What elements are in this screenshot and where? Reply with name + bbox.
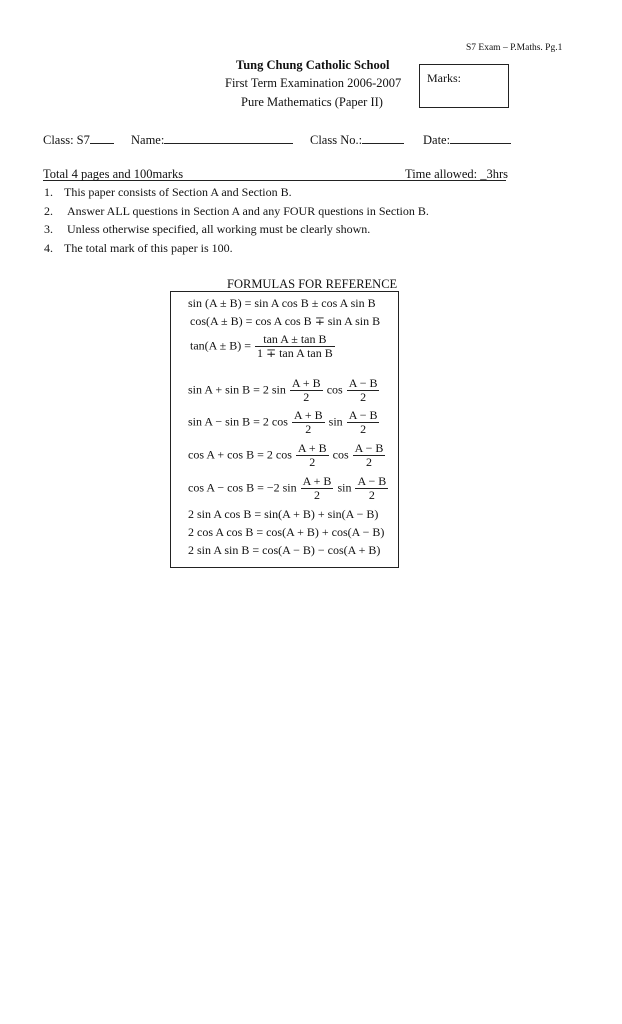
denominator: 2 [301,488,334,502]
name-field[interactable] [131,131,293,148]
formula-lhs: cos A − cos B = −2 sin [188,480,297,495]
formula-cos-minus-cos [188,475,389,502]
denominator: 1 ∓ tan A tan B [257,346,333,360]
formula-lhs: sin A − sin B = 2 cos [188,414,288,429]
numerator: A − B [348,376,378,390]
instruction-4 [44,241,233,256]
class-no-field[interactable] [310,131,404,148]
total-pages-marks: Total 4 pages and 100marks [43,167,184,181]
numerator: A − B [354,441,384,455]
instruction-number: 4. [44,241,53,255]
page-reference: S7 Exam – P.Maths. Pg.1 [466,43,563,53]
numerator: A − B [357,474,387,488]
fraction [292,409,325,436]
formula-product-cos-cos: 2 cos A cos B = cos(A + B) + cos(A − B) [188,525,385,539]
numerator: A + B [291,376,321,390]
fraction [290,377,323,404]
fraction [347,409,380,436]
instruction-number: 3. [44,222,53,236]
formula-lhs: sin A + sin B = 2 sin [188,382,286,397]
class-no-blank[interactable] [362,131,404,144]
fraction [255,333,335,360]
name-blank[interactable] [164,131,293,144]
formula-cos-plus-cos [188,442,386,469]
denominator: 2 [355,488,388,502]
formula-lhs: tan(A ± B) = [190,338,252,353]
class-no-label: Class No.: [310,133,363,147]
marks-label: Marks: [427,71,461,85]
instruction-text: This paper consists of Section A and Section B. [64,185,292,199]
instruction-number: 1. [44,185,53,199]
instruction-number: 2. [44,204,53,218]
numerator: A + B [302,474,332,488]
formula-product-sin-cos: 2 sin A cos B = sin(A + B) + sin(A − B) [188,507,379,521]
marks-box [419,64,509,108]
formulas-title: FORMULAS FOR REFERENCE [227,277,398,291]
formula-function: sin [337,480,352,495]
paper-title: Pure Mathematics (Paper II) [241,95,383,109]
formula-function: sin [328,414,343,429]
date-blank[interactable] [450,131,511,144]
exam-title: First Term Examination 2006-2007 [225,76,402,90]
time-allowed: Time allowed: _3hrs [405,167,509,181]
denominator: 2 [290,390,323,404]
numerator: A + B [297,441,327,455]
numerator: tan A ± tan B [263,332,327,346]
denominator: 2 [292,422,325,436]
instruction-text: The total mark of this paper is 100. [64,241,233,255]
denominator: 2 [296,455,329,469]
denominator: 2 [347,390,380,404]
instruction-text: Answer ALL questions in Section A and any FOUR questions in Section B. [67,204,429,218]
denominator: 2 [353,455,386,469]
name-label: Name: [131,133,165,147]
formula-sin-minus-sin [188,409,380,436]
formula-cos-sum: cos(A ± B) = cos A cos B ∓ sin A sin B [190,314,381,328]
class-blank[interactable] [90,131,114,144]
formula-function: cos [326,382,343,397]
date-label: Date: [423,133,451,147]
numerator: A + B [293,408,323,422]
formula-sin-sum: sin (A ± B) = sin A cos B ± cos A sin B [188,296,376,310]
fraction [347,377,380,404]
formula-tan-sum [190,333,336,360]
formula-function: cos [332,447,349,462]
fraction [301,475,334,502]
formula-box [170,291,399,568]
instruction-1 [44,185,292,200]
fraction [296,442,329,469]
date-field[interactable] [423,131,511,148]
fraction [355,475,388,502]
fraction [353,442,386,469]
numerator: A − B [348,408,378,422]
instruction-3 [44,222,371,237]
instruction-text: Unless otherwise specified, all working must be clearly shown. [67,222,371,236]
class-label: Class: S7 [43,133,90,147]
formula-lhs: cos A + cos B = 2 cos [188,447,292,462]
instruction-2 [44,204,429,219]
formula-sin-plus-sin [188,377,380,404]
school-name: Tung Chung Catholic School [236,58,390,72]
denominator: 2 [347,422,380,436]
formula-product-sin-sin: 2 sin A sin B = cos(A − B) − cos(A + B) [188,543,381,557]
class-field[interactable] [43,131,114,148]
